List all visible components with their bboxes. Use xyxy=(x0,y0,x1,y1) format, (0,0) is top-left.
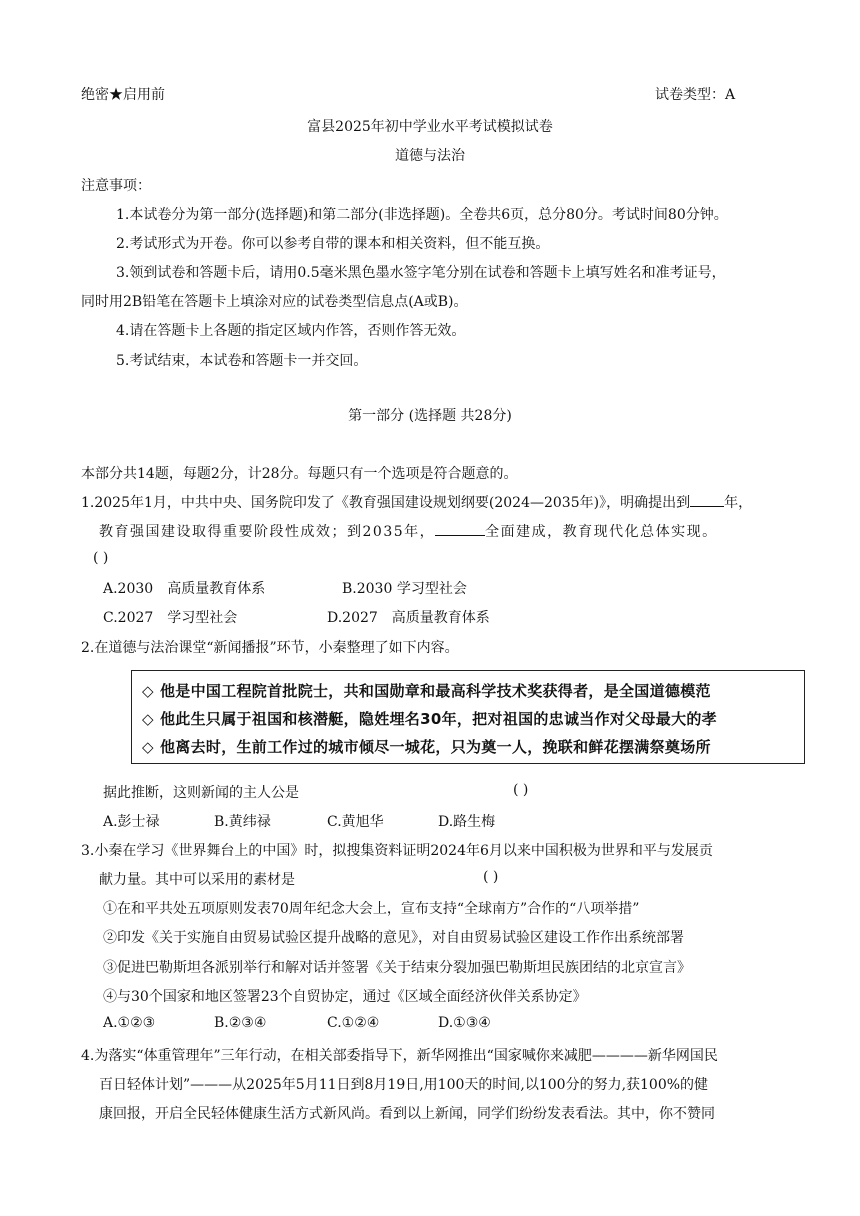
q2-option-a: A.彭士禄 xyxy=(103,814,160,830)
q2-news-text: 他是中国工程院首批院士，共和国勋章和最高科学技术奖获得者，是全国道德模范 xyxy=(160,682,711,700)
q2-option-c: C.黄旭华 xyxy=(327,814,384,830)
q1-option-a: A.2030 高质量教育体系 xyxy=(103,581,266,597)
subject-title: 道德与法治 xyxy=(395,148,465,164)
q4-stem-line3: 康回报，开启全民轻体健康生活方式新风尚。看到以上新闻，同学们纷纷发表看法。其中，你不赞同 xyxy=(99,1106,715,1122)
q3-answer-paren: ( ) xyxy=(483,869,499,885)
q1-stem-line1 xyxy=(81,492,752,512)
notice-item: 3.领到试卷和答题卡后，请用0.5毫米黑色墨水签字笔分别在试卷和答题卡上填写姓名和准考证号， xyxy=(116,265,726,281)
q3-item: ③促进巴勒斯坦各派别举行和解对话并签署《关于结束分裂加强巴勒斯坦民族团结的北京宣言》 xyxy=(103,960,691,976)
q1-stem-line2 xyxy=(99,521,718,541)
exam-title: 富县2025年初中学业水平考试模拟试卷 xyxy=(307,119,553,135)
q1-answer-paren: ( ) xyxy=(93,550,109,566)
q3-stem-line1: 3.小秦在学习《世界舞台上的中国》时，拟搜集资料证明2024年6月以来中国积极为世界和平与发展贡 xyxy=(81,843,713,859)
q3-item: ①在和平共处五项原则发表70周年纪念大会上，宣布支持“全球南方”合作的“八项举措” xyxy=(103,901,640,917)
q1-option-c: C.2027 学习型社会 xyxy=(103,610,238,626)
q2-option-b: B.黄纬禄 xyxy=(214,814,271,830)
paper-type: 试卷类型：A xyxy=(655,87,736,103)
q2-option-d: D.路生梅 xyxy=(438,814,496,830)
q2-news-box xyxy=(131,670,805,764)
q2-news-line xyxy=(142,736,711,757)
q1-option-d: D.2027 高质量教育体系 xyxy=(327,610,490,626)
q4-stem-line1: 4.为落实“体重管理年”三年行动，在相关部委指导下，新华网推出“国家喊你来减肥————新华网国民 xyxy=(81,1048,718,1064)
q1-blank-2[interactable] xyxy=(435,521,485,536)
q1-text: 1.2025年1月，中共中央、国务院印发了《教育强国建设规划纲要(2024—2035年)》，明确提出到 xyxy=(81,495,691,511)
q3-stem-line2: 献力量。其中可以采用的素材是 xyxy=(99,872,295,888)
notice-item: 4.请在答题卡上各题的指定区域内作答，否则作答无效。 xyxy=(116,323,466,339)
q3-option-d: D.①③④ xyxy=(438,1015,491,1031)
q4-stem-line2: 百日轻体计划”———从2025年5月11日到8月19日,用100天的时间,以100分的努力,获100%的健 xyxy=(99,1077,709,1093)
q2-news-line xyxy=(142,708,717,729)
diamond-icon: ◇ xyxy=(142,682,154,700)
notice-item: 同时用2B铅笔在答题卡上填涂对应的试卷类型信息点(A或B)。 xyxy=(81,294,468,310)
q3-option-b: B.②③④ xyxy=(214,1015,267,1031)
q2-answer-paren: ( ) xyxy=(513,782,529,798)
q1-option-b: B.2030 学习型社会 xyxy=(342,581,467,597)
q3-item: ④与30个国家和地区签署23个自贸协定，通过《区域全面经济伙伴关系协定》 xyxy=(103,989,587,1005)
notice-heading: 注意事项： xyxy=(81,178,151,194)
q2-news-line xyxy=(142,680,711,701)
notice-item: 5.考试结束，本试卷和答题卡一并交回。 xyxy=(116,353,368,369)
secret-label: 绝密★启用前 xyxy=(81,87,165,103)
q3-item: ②印发《关于实施自由贸易试验区提升战略的意见》，对自由贸易试验区建设工作作出系统部署 xyxy=(103,930,684,946)
q1-text: 教育强国建设取得重要阶段性成效；到2035年， xyxy=(99,524,436,540)
notice-item: 1.本试卷分为第一部分(选择题)和第二部分(非选择题)。全卷共6页，总分80分。考试时间80分钟。 xyxy=(116,207,728,223)
diamond-icon: ◇ xyxy=(142,710,154,728)
q2-news-text: 他离去时，生前工作过的城市倾尽一城花，只为奠一人，挽联和鲜花摆满祭奠场所 xyxy=(160,738,711,756)
notice-item: 2.考试形式为开卷。你可以参考自带的课本和相关资料，但不能互换。 xyxy=(116,236,550,252)
q2-news-text: 他此生只属于祖国和核潜艇，隐姓埋名30年，把对祖国的忠诚当作对父母最大的孝 xyxy=(160,710,717,728)
q2-stem: 2.在道德与法治课堂“新闻播报”环节，小秦整理了如下内容。 xyxy=(81,640,459,656)
q1-text: 全面建成，教育现代化总体实现。 xyxy=(485,524,718,540)
part1-intro: 本部分共14题，每题2分，计28分。每题只有一个选项是符合题意的。 xyxy=(81,466,518,482)
q1-text: 年， xyxy=(724,495,753,511)
part1-title: 第一部分 (选择题 共28分) xyxy=(348,408,512,424)
q3-option-c: C.①②④ xyxy=(327,1015,380,1031)
q3-option-a: A.①②③ xyxy=(103,1015,156,1031)
q2-question: 据此推断，这则新闻的主人公是 xyxy=(103,785,299,801)
diamond-icon: ◇ xyxy=(142,738,154,756)
q1-blank-1[interactable] xyxy=(690,492,724,507)
